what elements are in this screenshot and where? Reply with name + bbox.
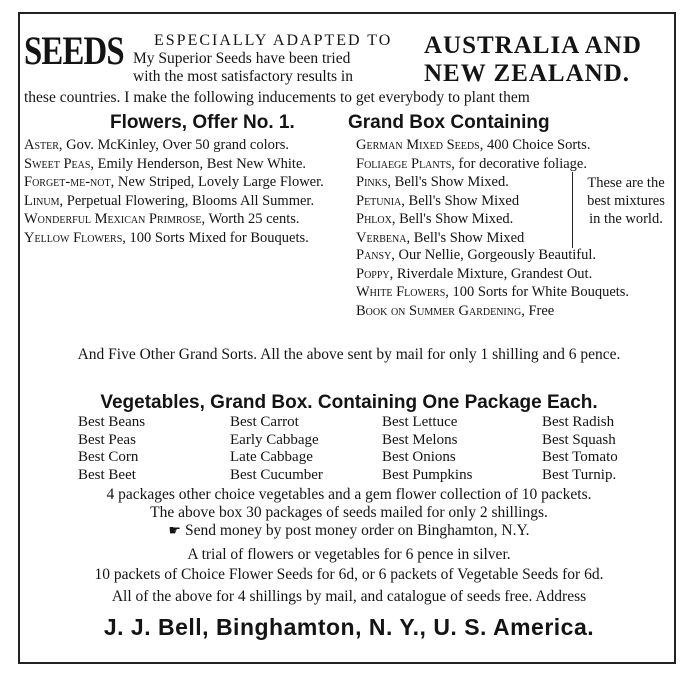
flower-item [356, 194, 572, 210]
flower-description: , for decorative foliage. [451, 155, 587, 172]
flower-item [24, 157, 336, 173]
flower-name: Aster [24, 137, 59, 153]
vegetable-item: Best Peas [78, 431, 136, 448]
new-zealand-heading: NEW ZEALAND. [424, 60, 631, 87]
flower-description: , Riverdale Mixture, Grandest Out. [389, 265, 593, 282]
flower-name: Poppy [356, 265, 390, 282]
box-line: The above box 30 packages of seeds mailed for only 2 shillings. [150, 504, 548, 521]
flower-name: Petunia [356, 192, 402, 209]
tried-text [133, 50, 433, 86]
flower-item [24, 231, 336, 247]
flower-description: , Bell's Show Mixed. [391, 211, 514, 227]
flower-item [24, 175, 336, 191]
vegetable-item: Best Carrot [230, 414, 299, 430]
grand-box-heading: Grand Box Containing [348, 112, 550, 133]
flower-name: Yellow Flowers [24, 229, 123, 246]
pointing-hand-icon: ☛ [168, 523, 181, 539]
flower-description: , New Striped, Lovely Large Flower. [110, 174, 324, 190]
flower-description: , 100 Sorts Mixed for Bouquets. [122, 229, 309, 246]
flower-name: Sweet Peas [24, 155, 91, 172]
five-other-line: And Five Other Grand Sorts. All the above sent by mail for only 1 shilling and 6 pence. [77, 346, 621, 363]
bracket-divider [572, 172, 573, 248]
packets-line: 10 packets of Choice Flower Seeds for 6d, or 6 packets of Vegetable Seeds for 6d. [94, 566, 604, 583]
flower-name: Verbena [356, 229, 407, 246]
vegetable-item: Best Corn [78, 449, 139, 465]
flower-item [356, 175, 572, 191]
flower-name: Phlox [356, 211, 392, 227]
flower-item [356, 157, 674, 173]
flowers-right-top-column [356, 138, 674, 175]
vegetables-heading: Vegetables, Grand Box. Containing One Package Each. [100, 392, 598, 413]
vegetable-item: Best Lettuce [382, 414, 458, 430]
address-line: J. J. Bell, Binghamton, N. Y., U. S. America. [103, 614, 595, 640]
flower-description: , Emily Henderson, Best New White. [90, 155, 307, 172]
flower-description: , Free [521, 302, 555, 319]
vegetable-item: Best Cucumber [230, 466, 323, 483]
flower-name: White Flowers [356, 284, 446, 300]
flowers-right-mid-column [356, 175, 572, 249]
flower-item [356, 212, 572, 228]
flower-description: , Bell's Show Mixed [406, 229, 525, 246]
these-note: These are the best mixtures in the world. [587, 175, 665, 227]
flower-description: , Bell's Show Mixed. [387, 174, 509, 190]
all-above-line: All of the above for 4 shillings by mail, and catalogue of seeds free. Address [111, 588, 587, 605]
flower-description: , 100 Sorts for White Bouquets. [445, 284, 630, 300]
flower-name: Linum [24, 192, 60, 209]
vegetable-item: Best Turnip. [542, 466, 617, 483]
flowers-left-column [24, 138, 336, 249]
flower-name: Wonderful Mexican Primrose [24, 211, 202, 227]
tried-line-2: with the most satisfactory results in [133, 68, 353, 85]
vegetable-item: Early Cabbage [230, 431, 319, 448]
vegetable-item: Best Beans [78, 414, 146, 430]
advertisement-frame [18, 12, 676, 664]
flower-name: Pinks [356, 174, 388, 190]
flower-description: , Worth 25 cents. [201, 211, 300, 227]
flower-name: Book on Summer Gardening [356, 302, 522, 319]
flower-item [356, 248, 674, 264]
flower-name: Pansy [356, 247, 392, 263]
vegetable-item: Best Onions [382, 449, 456, 465]
vegetable-item: Late Cabbage [230, 449, 313, 465]
flowers-right-bottom-column [356, 248, 674, 322]
flower-item [356, 285, 674, 301]
flower-name: Foliaege Plants [356, 155, 452, 172]
vegetable-item: Best Beet [78, 466, 136, 483]
flower-description: , Gov. McKinley, Over 50 grand colors. [58, 137, 289, 153]
flower-description: , Bell's Show Mixed [401, 192, 520, 209]
vegetable-item: Best Melons [382, 431, 458, 448]
flower-name: Forget-me-not [24, 174, 111, 190]
flower-item [356, 267, 674, 283]
flower-item [24, 138, 336, 154]
inducement-line: these countries. I make the following inducements to get everybody to plant them [24, 89, 530, 106]
flower-item [24, 212, 336, 228]
tried-line-1: My Superior Seeds have been tried [133, 50, 351, 67]
adapted-heading: ESPECIALLY ADAPTED TO [154, 32, 393, 49]
vegetable-item: Best Squash [542, 431, 616, 448]
flower-item [24, 194, 336, 210]
flower-name: German Mixed Seeds [356, 137, 480, 153]
trial-line: A trial of flowers or vegetables for 6 pence in silver. [187, 546, 511, 563]
flower-item [356, 231, 572, 247]
australia-heading: AUSTRALIA AND [424, 32, 642, 59]
flower-description: , Our Nellie, Gorgeously Beautiful. [391, 247, 597, 263]
flowers-heading: Flowers, Offer No. 1. [110, 112, 295, 133]
flower-item [356, 138, 674, 154]
money-line [20, 522, 676, 540]
packages-line: 4 packages other choice vegetables and a gem flower collection of 10 packets. [106, 486, 592, 503]
flower-description: , Perpetual Flowering, Blooms All Summer. [59, 192, 315, 209]
vegetables-grid [78, 414, 668, 484]
flower-item [356, 304, 674, 320]
flower-description: , 400 Choice Sorts. [479, 137, 591, 153]
vegetable-item: Best Tomato [542, 449, 618, 465]
vegetable-item: Best Radish [542, 414, 615, 430]
seeds-title: SEEDS [24, 28, 124, 73]
money-text: Send money by post money order on Binghamton, N.Y. [184, 522, 530, 539]
vegetable-item: Best Pumpkins [382, 466, 473, 483]
